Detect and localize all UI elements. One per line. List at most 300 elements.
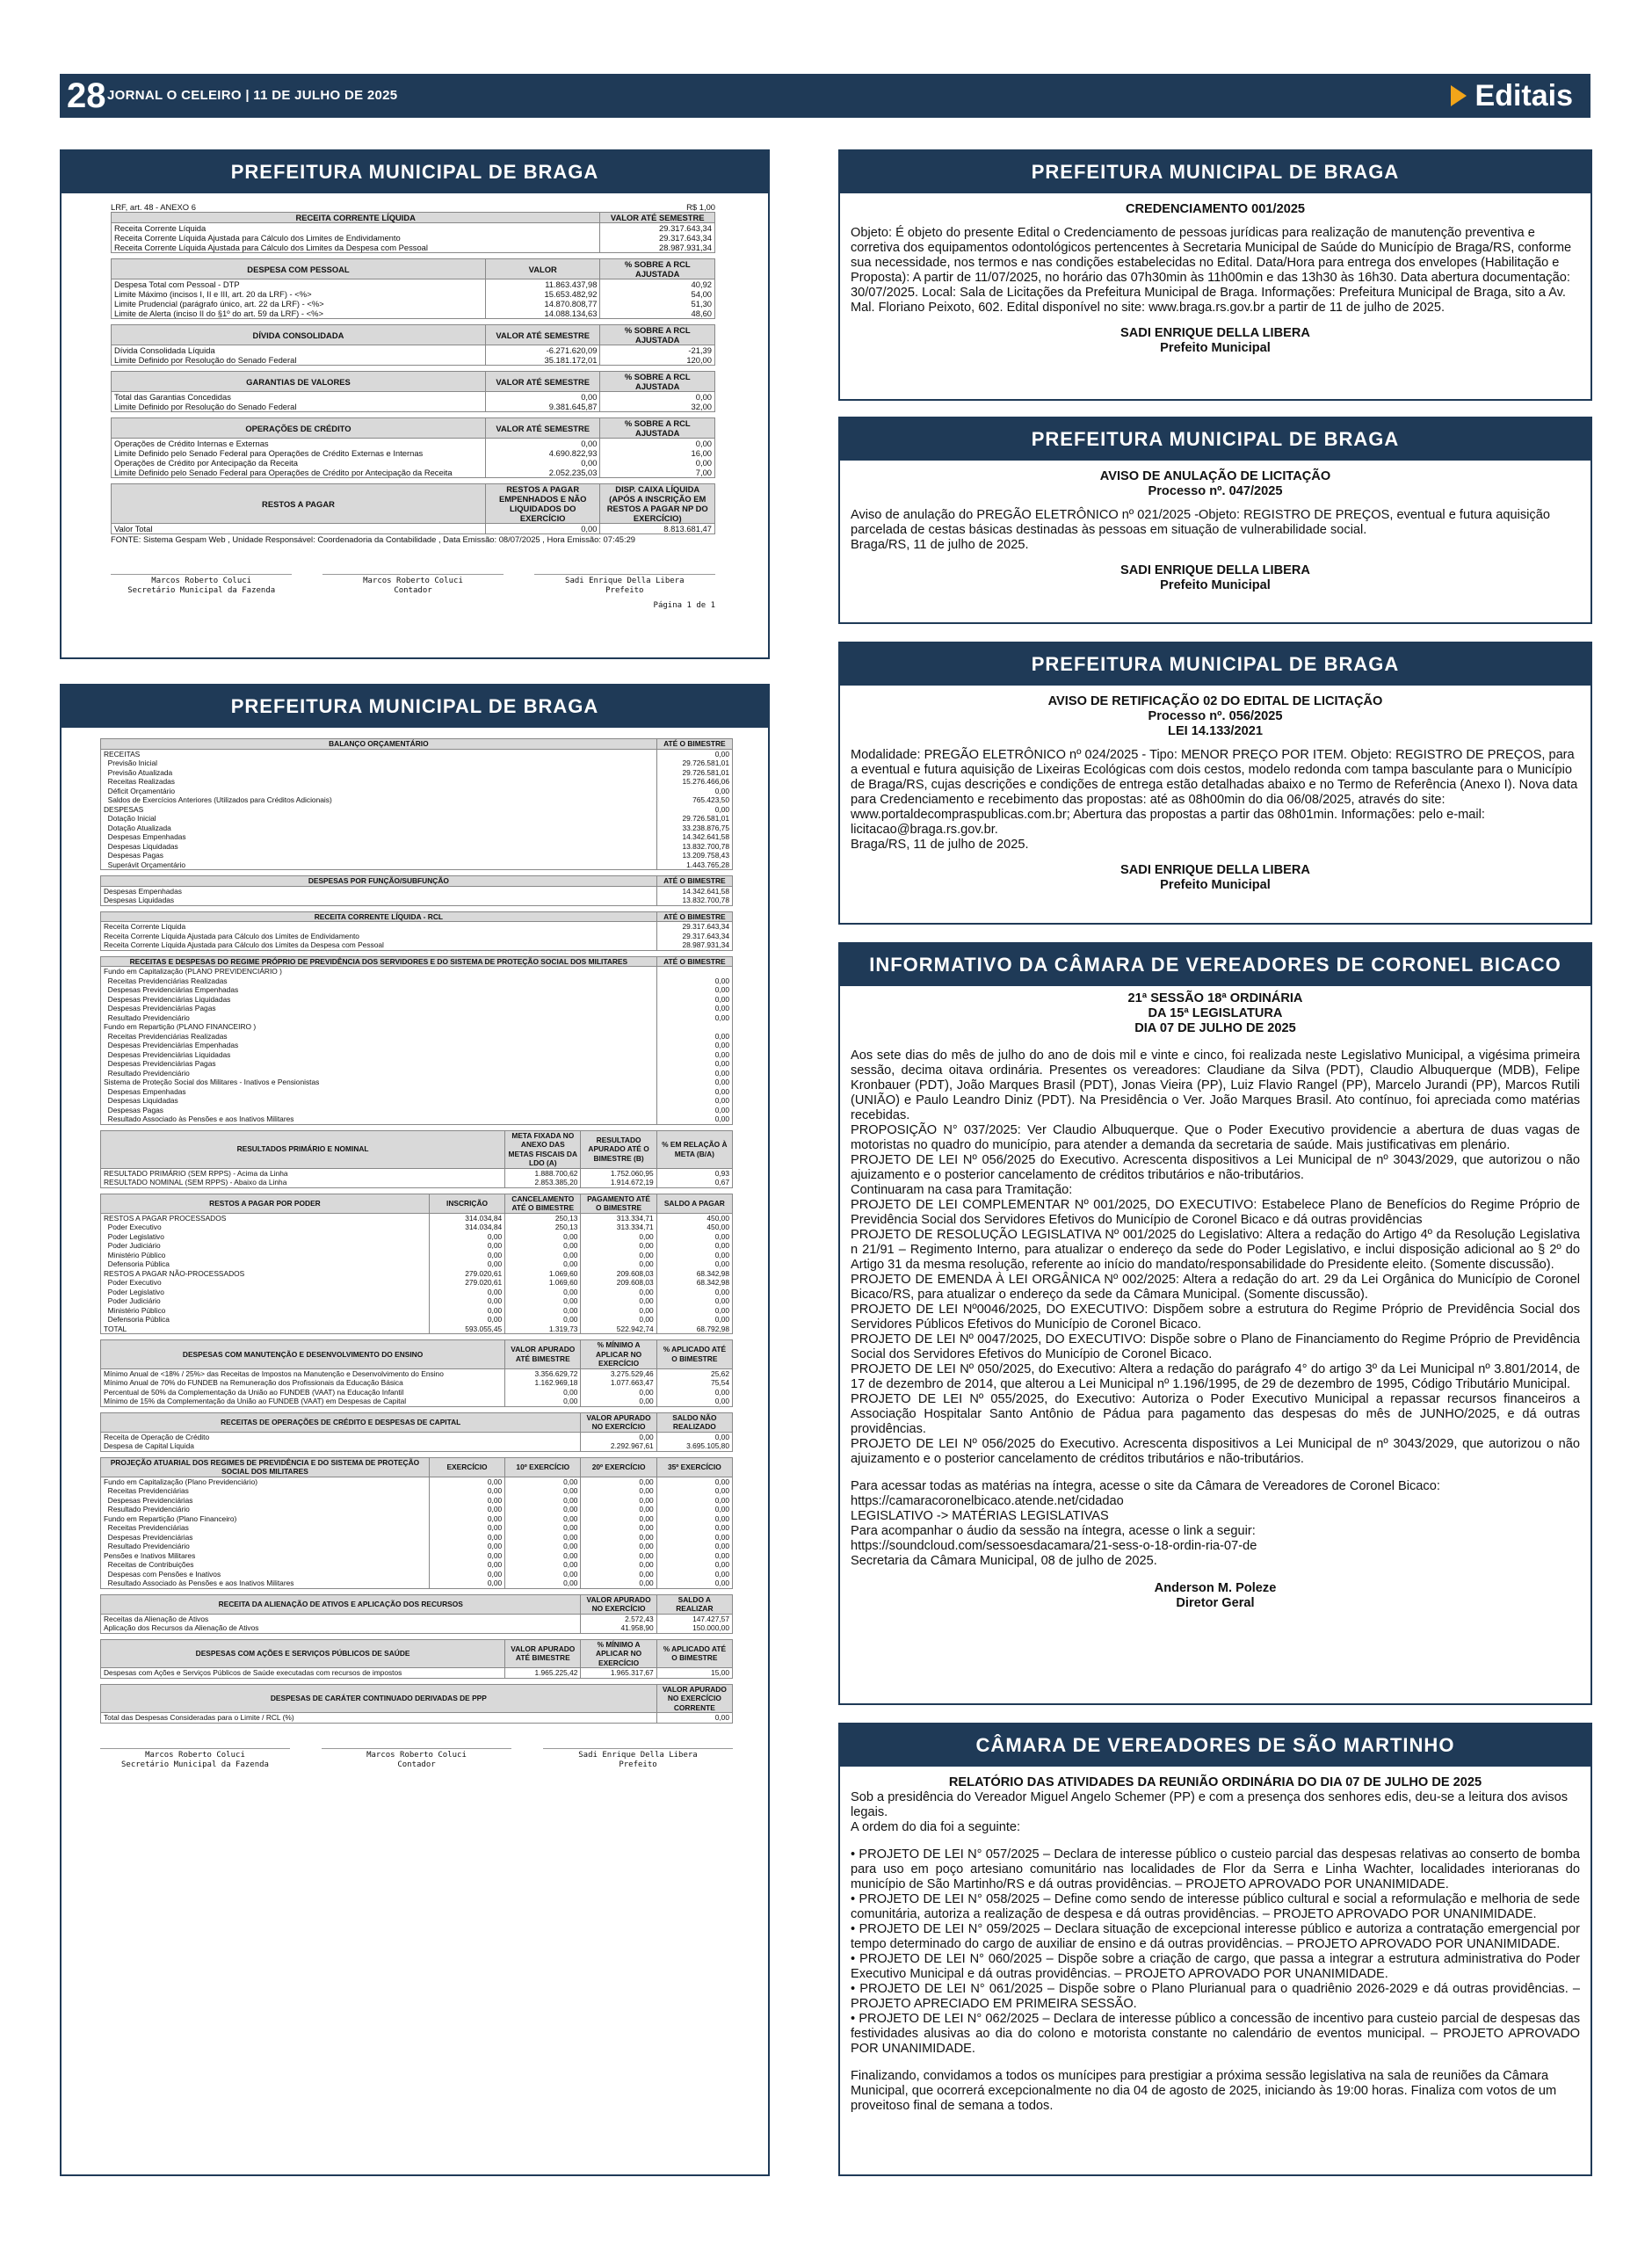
row-label: Fundo em Capitalização (Plano Previdenciário)	[101, 1477, 430, 1486]
signature-block	[534, 574, 715, 596]
row-value: 0,00	[429, 1259, 504, 1269]
table-row	[101, 758, 733, 768]
row-value: 0,00	[581, 1251, 656, 1260]
row-value: 16,00	[600, 448, 715, 458]
row-value: 0,00	[656, 1106, 732, 1115]
row-value: 0,00	[429, 1306, 504, 1316]
column-header: % MÍNIMO A APLICAR NO EXERCÍCIO	[581, 1340, 656, 1369]
row-value: 0,00	[505, 1251, 581, 1260]
row-label: Receitas Realizadas	[101, 777, 657, 787]
table-row	[101, 995, 733, 1005]
credenciamento-box	[838, 149, 1592, 401]
row-value: 0,00	[656, 976, 732, 986]
row-value: 0,00	[505, 1514, 581, 1524]
report-closing: Finalizando, convidamos a todos os munícipes para prestigiar a próxima sessão legislativa na sala de reuniões da Câmara Municipal, que ocorrerá excepcionalmente no dia 04 de agosto de 2025, iniciando às 19:00 horas. Finaliza com votos de um proveitoso final de semana a todos.	[851, 2069, 1557, 2113]
table-row	[101, 1013, 733, 1023]
row-value: 0,00	[656, 995, 732, 1005]
box-title: PREFEITURA MUNICIPAL DE BRAGA	[840, 151, 1590, 193]
column-header: RESTOS A PAGAR	[112, 484, 486, 524]
row-value: 15.276.466,06	[656, 777, 732, 787]
table-row	[101, 1078, 733, 1087]
row-value: 0,00	[656, 1288, 732, 1297]
table-row	[101, 886, 733, 896]
table-row	[101, 1278, 733, 1288]
row-label: Dotação Inicial	[101, 814, 657, 824]
column-header: 10º EXERCÍCIO	[505, 1457, 581, 1477]
table-row	[101, 976, 733, 986]
row-value: 0,00	[429, 1296, 504, 1306]
row-value: 0,00	[429, 1533, 504, 1542]
column-header: GARANTIAS DE VALORES	[112, 372, 486, 392]
row-value: 0,00	[505, 1570, 581, 1579]
minutes-paragraph: PROJETO DE LEI Nº 0047/2025, DO EXECUTIVO: Dispõe sobre o Plano de Financiamento do Regime Próprio de Previdência Social dos Servidores Efetivos do Município de Coronel Bicaco.	[851, 1332, 1580, 1361]
table-row	[112, 243, 715, 253]
row-label: Ministério Público	[101, 1306, 430, 1316]
row-label: Déficit Orçamentário	[101, 787, 657, 796]
row-value: 1.162.969,18	[505, 1378, 581, 1388]
table-row	[101, 860, 733, 870]
table-header-row	[101, 1412, 733, 1432]
row-value: 54,00	[600, 289, 715, 299]
row-value: 0,00	[656, 985, 732, 995]
table-row	[101, 1178, 733, 1187]
row-value: 0,00	[656, 805, 732, 815]
signer-name: SADI ENRIQUE DELLA LIBERA	[1120, 563, 1310, 577]
row-value: 0,00	[429, 1579, 504, 1588]
row-label: Limite Máximo (incisos I, II e III, art. 20 da LRF) - <%>	[112, 289, 486, 299]
row-label: Despesas Empenhadas	[101, 886, 657, 896]
row-value: 33.238.876,75	[656, 824, 732, 833]
aviso-anulacao-box	[838, 417, 1592, 624]
column-header: % EM RELAÇÃO À META (B/A)	[656, 1130, 732, 1168]
table-header-row	[101, 911, 733, 922]
row-value: 0,00	[505, 1496, 581, 1506]
row-label: Despesas Pagas	[101, 851, 657, 860]
row-label: Sistema de Proteção Social dos Militares - Inativos e Pensionistas	[101, 1078, 657, 1087]
table-row	[101, 1288, 733, 1297]
row-value: 9.381.645,87	[485, 402, 600, 412]
row-value: 3.695.105,80	[656, 1441, 732, 1451]
access-line: https://soundcloud.com/sessoesdacamara/21-sess-o-18-ordin-ria-07-de	[851, 1539, 1257, 1553]
table-row	[101, 1096, 733, 1106]
column-header: RECEITA CORRENTE LÍQUIDA	[112, 213, 600, 223]
row-value: 29.726.581,01	[656, 768, 732, 778]
table-row	[101, 824, 733, 833]
column-header: % SOBRE A RCL AJUSTADA	[600, 418, 715, 439]
row-value	[656, 967, 732, 976]
row-value: 0,00	[656, 1496, 732, 1506]
table-row	[101, 1560, 733, 1570]
row-label: Despesas Previdenciárias	[101, 1533, 430, 1542]
row-value: 593.055,45	[429, 1325, 504, 1334]
row-label: Limite de Alerta (inciso II do §1º do art. 59 da LRF) - <%>	[112, 308, 486, 319]
row-value: 0,00	[485, 524, 600, 534]
row-value: 0,00	[505, 1241, 581, 1251]
row-label: TOTAL	[101, 1325, 430, 1334]
row-value: 250,13	[505, 1223, 581, 1232]
signer-name: Marcos Roberto Coluci	[363, 577, 463, 585]
row-value: 0,00	[429, 1251, 504, 1260]
row-value: 0,00	[581, 1542, 656, 1551]
table-row	[101, 1251, 733, 1260]
table-row	[112, 233, 715, 243]
row-value: 0,00	[656, 1241, 732, 1251]
row-value: 0,00	[429, 1551, 504, 1561]
minutes-paragraph: PROJETO DE LEI COMPLEMENTAR Nº 001/2025, DO EXECUTIVO: Estabelece Plano de Benefícios do Regime Próprio de Previdência Social dos Servidores Efetivos do Município de Coronel Bicaco e dá outras providências	[851, 1198, 1580, 1227]
row-value: 0,00	[581, 1397, 656, 1406]
row-label: Despesas Empenhadas	[101, 1087, 657, 1097]
table-row	[101, 1477, 733, 1486]
row-value: 48,60	[600, 308, 715, 319]
row-value: 15,00	[656, 1668, 732, 1679]
table-row	[101, 1533, 733, 1542]
row-value: 1.077.663,47	[581, 1378, 656, 1388]
table-header-row	[101, 1457, 733, 1477]
row-value: 279.020,61	[429, 1278, 504, 1288]
access-line: https://camaracoronelbicaco.atende.net/cidadao	[851, 1494, 1124, 1508]
row-value: 0,00	[505, 1579, 581, 1588]
column-header: VALOR ATÉ SEMESTRE	[600, 213, 715, 223]
camara-coronel-bicaco-box	[838, 942, 1592, 1705]
table-row	[101, 814, 733, 824]
signer-role: Contador	[394, 586, 432, 595]
row-value: 0,00	[656, 1432, 732, 1441]
row-label: Mínimo Anual de 70% do FUNDEB na Remuneração dos Profissionais da Educação Básica	[101, 1378, 505, 1388]
row-value: 0,00	[581, 1496, 656, 1506]
table-row	[101, 1050, 733, 1060]
rreo-table	[100, 738, 733, 1724]
notice-subtitle: AVISO DE RETIFICAÇÃO 02 DO EDITAL DE LICITAÇÃO	[1047, 694, 1383, 708]
row-value: 0,00	[429, 1241, 504, 1251]
table-row	[101, 1022, 733, 1032]
row-value: 314.034,84	[429, 1223, 504, 1232]
column-header: ATÉ O BIMESTRE	[656, 911, 732, 922]
access-line: LEGISLATIVO -> MATÉRIAS LEGISLATIVAS	[851, 1509, 1109, 1523]
table-row	[112, 223, 715, 234]
table-row	[101, 1315, 733, 1325]
row-value: 279.020,61	[429, 1269, 504, 1279]
table-row	[101, 805, 733, 815]
table-row	[101, 1087, 733, 1097]
row-value: 0,00	[600, 392, 715, 403]
column-header: VALOR ATÉ SEMESTRE	[485, 325, 600, 345]
row-value: 450,00	[656, 1213, 732, 1223]
row-value: 0,00	[505, 1505, 581, 1514]
minutes-paragraph: Continuaram na casa para Tramitação:	[851, 1183, 1073, 1197]
box-title: PREFEITURA MUNICIPAL DE BRAGA	[840, 643, 1590, 686]
row-value: 0,00	[485, 439, 600, 449]
row-value: 150.000,00	[656, 1623, 732, 1633]
row-value: 29.317.643,34	[600, 223, 715, 234]
row-label: Receitas Previdenciárias	[101, 1523, 430, 1533]
row-value: 0,00	[429, 1496, 504, 1506]
row-value: 0,00	[656, 1533, 732, 1542]
fiscal-table	[111, 212, 715, 534]
signer-name: Marcos Roberto Coluci	[366, 1750, 467, 1760]
row-value: 2.572,43	[581, 1614, 656, 1623]
table-header-row	[112, 484, 715, 524]
row-value: 75,54	[656, 1378, 732, 1388]
row-value: 0,00	[505, 1232, 581, 1242]
box-title: PREFEITURA MUNICIPAL DE BRAGA	[840, 418, 1590, 461]
signer-role: Secretário Municipal da Fazenda	[127, 586, 276, 595]
row-value: 0,00	[429, 1570, 504, 1579]
row-value: 1.752.060,95	[581, 1168, 656, 1178]
row-value: 0,00	[656, 1069, 732, 1078]
row-label: Despesa de Capital Líquida	[101, 1441, 581, 1451]
row-label: Resultado Previdenciário	[101, 1013, 657, 1023]
column-header: DESPESAS COM MANUTENÇÃO E DESENVOLVIMENTO DO ENSINO	[101, 1340, 505, 1369]
row-value: 0,00	[656, 1050, 732, 1060]
row-label: Limite Definido pelo Senado Federal para Operações de Crédito Externas e Internas	[112, 448, 486, 458]
table-row	[101, 777, 733, 787]
row-label: Receitas Previdenciárias	[101, 1486, 430, 1496]
session-minutes	[851, 1049, 1580, 1467]
row-value: 0,00	[656, 1514, 732, 1524]
row-value: 0,00	[656, 1032, 732, 1042]
table-row	[101, 1378, 733, 1388]
table-header-row	[112, 418, 715, 439]
page-indicator: Página 1 de 1	[653, 601, 715, 610]
row-label: Receita Corrente Líquida Ajustada para Cálculo dos Limites de Endividamento	[101, 932, 657, 941]
table-row	[101, 1325, 733, 1334]
row-value: 0,00	[429, 1542, 504, 1551]
column-header: % SOBRE A RCL AJUSTADA	[600, 325, 715, 345]
row-value: 0,00	[600, 458, 715, 468]
row-value: 1.888.700,62	[505, 1168, 581, 1178]
row-label: Receita Corrente Líquida Ajustada para Cálculo dos Limites da Despesa com Pessoal	[101, 940, 657, 950]
row-label: Pensões e Inativos Militares	[101, 1551, 430, 1561]
row-label: Despesas com Pensões e Inativos	[101, 1570, 430, 1579]
report-title: RELATÓRIO DAS ATIVIDADES DA REUNIÃO ORDINÁRIA DO DIA 07 DE JULHO DE 2025	[948, 1775, 1482, 1789]
row-value: 0,00	[656, 1579, 732, 1588]
table-row	[101, 1269, 733, 1279]
row-value: 0,00	[656, 1560, 732, 1570]
table-row	[101, 1213, 733, 1223]
row-label: RECEITAS	[101, 749, 657, 758]
access-line: Para acompanhar o áudio da sessão na íntegra, acesse o link a seguir:	[851, 1524, 1256, 1538]
column-header: BALANÇO ORÇAMENTÁRIO	[101, 739, 657, 750]
row-value: 0,00	[485, 458, 600, 468]
column-header: META FIXADA NO ANEXO DAS METAS FISCAIS DA LDO (A)	[505, 1130, 581, 1168]
column-header: ATÉ O BIMESTRE	[656, 876, 732, 887]
row-value: 32,00	[600, 402, 715, 412]
row-label: Despesas Pagas	[101, 1106, 657, 1115]
table-row	[101, 922, 733, 932]
row-value: 3.275.529,46	[581, 1368, 656, 1378]
row-value: 0,00	[505, 1551, 581, 1561]
row-value: 0,00	[429, 1477, 504, 1486]
minutes-paragraph: PROJETO DE LEI Nº 055/2025, do Executivo: Autoriza o Poder Executivo Municipal a repassar recursos financeiros a Associação Hospitalar Santo Antônio de Pádua para pagamento das despesas do mês de JUNHO/2025, e dá outras providências.	[851, 1392, 1580, 1436]
row-value: 0,00	[581, 1514, 656, 1524]
table-row	[101, 1069, 733, 1078]
row-value: 0,00	[429, 1514, 504, 1524]
row-label: Limite Definido pelo Senado Federal para Operações de Crédito por Antecipação da Receita	[112, 468, 486, 478]
table-row	[101, 1579, 733, 1588]
table-row	[101, 1004, 733, 1013]
row-value: 0,00	[429, 1232, 504, 1242]
row-label: Receitas Previdenciárias Realizadas	[101, 1032, 657, 1042]
row-value: 1.914.672,19	[581, 1178, 656, 1187]
row-label: Poder Judiciário	[101, 1241, 430, 1251]
row-value: 0,00	[429, 1505, 504, 1514]
braga-gestao-fiscal-box	[60, 149, 770, 659]
row-label: Despesas Previdenciárias Liquidadas	[101, 1050, 657, 1060]
table-row	[101, 768, 733, 778]
row-value: 29.317.643,34	[656, 932, 732, 941]
table-row	[101, 749, 733, 758]
table-row	[101, 1114, 733, 1124]
row-value: 0,00	[656, 787, 732, 796]
row-value: 0,00	[656, 1713, 732, 1724]
table-row	[101, 1441, 733, 1451]
row-value: 313.334,71	[581, 1213, 656, 1223]
braga-execucao-orcamentaria-box	[60, 684, 770, 2176]
bill-item: • PROJETO DE LEI N° 057/2025 – Declara de interesse público o custeio parcial das despesas relativas ao conserto de bomba para uso em poço artesiano comunitário nas localidades de Flor da Serra e Linha Wachter, localidades interioranas do município de São Martinho/RS e dá outras providências. – PROJETO APROVADO POR UNANIMIDADE.	[851, 1847, 1580, 1891]
row-value: 250,13	[505, 1213, 581, 1223]
table-row	[112, 439, 715, 449]
bill-item: • PROJETO DE LEI N° 059/2025 – Declara situação de excepcional interesse público e autoriza a contratação emergencial por tempo determinado do cargo de auxiliar de ensino e dá outras providências. – PROJETO APROVADO POR UNANIMIDADE.	[851, 1922, 1580, 1951]
table-row	[101, 940, 733, 950]
column-header: SALDO A PAGAR	[656, 1194, 732, 1213]
column-header: RESULTADOS PRIMÁRIO E NOMINAL	[101, 1130, 505, 1168]
column-header: VALOR ATÉ SEMESTRE	[485, 418, 600, 439]
notice-process: Processo nº. 047/2025	[1148, 484, 1283, 498]
signer-name: SADI ENRIQUE DELLA LIBERA	[1120, 863, 1310, 877]
table-row	[112, 355, 715, 366]
row-value: 0,00	[656, 1232, 732, 1242]
row-value: 0,00	[581, 1551, 656, 1561]
row-value: 1.319,73	[505, 1325, 581, 1334]
row-value: 0,00	[656, 1078, 732, 1087]
signer-role: Prefeito Municipal	[1160, 341, 1271, 355]
column-header: RECEITAS DE OPERAÇÕES DE CRÉDITO E DESPESAS DE CAPITAL	[101, 1412, 581, 1432]
table-row	[101, 1432, 733, 1441]
table-row	[101, 1041, 733, 1050]
table-row	[101, 1523, 733, 1533]
row-value: 68.342,98	[656, 1278, 732, 1288]
table-header-row	[112, 213, 715, 223]
row-label: Fundo em Repartição (Plano Financeiro)	[101, 1514, 430, 1524]
row-value: 0,00	[656, 1013, 732, 1023]
column-header: VALOR APURADO NO EXERCÍCIO	[581, 1412, 656, 1432]
row-label: Fundo em Repartição (PLANO FINANCEIRO )	[101, 1022, 657, 1032]
minutes-paragraph: PROJETO DE LEI Nº 050/2025, do Executivo: Altera a redação do parágrafo 4° do artigo 3º da Lei Municipal nº 3.801/2014, de 17 de dezembro de 2014, que alterou a Lei Municipal nº 1.196/1995, de 29 de dezembro de 1995, Código Tributário Municipal.	[851, 1362, 1580, 1391]
row-value: 0,00	[505, 1477, 581, 1486]
row-value: 0,00	[581, 1315, 656, 1325]
notice-date: Braga/RS, 11 de julho de 2025.	[851, 538, 1029, 552]
access-line: Secretaria da Câmara Municipal, 08 de julho de 2025.	[851, 1554, 1157, 1568]
signer-name: Marcos Roberto Coluci	[145, 1750, 245, 1760]
row-label: Poder Judiciário	[101, 1296, 430, 1306]
table-row	[112, 308, 715, 319]
row-value: 120,00	[600, 355, 715, 366]
row-value: 13.832.700,78	[656, 896, 732, 905]
row-label: Dotação Atualizada	[101, 824, 657, 833]
column-header: DÍVIDA CONSOLIDADA	[112, 325, 486, 345]
row-label: RESULTADO PRIMÁRIO (SEM RPPS) - Acima da Linha	[101, 1168, 505, 1178]
table-row	[101, 832, 733, 842]
bill-item: • PROJETO DE LEI N° 058/2025 – Define como sendo de interesse público cultural e social a reformulação e melhoria de sede comunitária, autoriza a realização de despesa e dá outras providências. – PROJETO APROVADO POR UNANIMIDADE.	[851, 1892, 1580, 1921]
row-value: 0,00	[581, 1432, 656, 1441]
row-value: 28.987.931,34	[656, 940, 732, 950]
column-header: VALOR APURADO NO EXERCÍCIO CORRENTE	[656, 1684, 732, 1713]
row-value: 314.034,84	[429, 1213, 504, 1223]
signer-role: Prefeito	[619, 1760, 657, 1769]
section-arrow-icon	[1451, 85, 1467, 106]
column-header: RESULTADO APURADO ATÉ O BIMESTRE (B)	[581, 1130, 656, 1168]
row-value: 0,00	[505, 1259, 581, 1269]
row-label: Fundo em Capitalização (PLANO PREVIDENCIÁRIO )	[101, 967, 657, 976]
column-header: 35º EXERCÍCIO	[656, 1457, 732, 1477]
row-value: 0,00	[656, 1397, 732, 1406]
table-row	[101, 1388, 733, 1397]
row-label: Receitas da Alienação de Ativos	[101, 1614, 581, 1623]
row-label: Poder Legislativo	[101, 1232, 430, 1242]
row-label: Limite Definido por Resolução do Senado Federal	[112, 402, 486, 412]
row-label: Receita Corrente Líquida Ajustada para Cálculo dos Limites da Despesa com Pessoal	[112, 243, 600, 253]
row-value: -21,39	[600, 345, 715, 356]
row-value: 0,00	[656, 1296, 732, 1306]
row-value: 14.088.134,63	[485, 308, 600, 319]
table-row	[101, 1106, 733, 1115]
table-row	[101, 1168, 733, 1178]
row-value: 0,00	[656, 1041, 732, 1050]
row-value: 0,00	[505, 1296, 581, 1306]
row-label: Despesas Previdenciárias	[101, 1496, 430, 1506]
row-value: 209.608,03	[581, 1278, 656, 1288]
row-label: Despesas Liquidadas	[101, 896, 657, 905]
table-row	[101, 1713, 733, 1724]
row-value: 1.443.765,28	[656, 860, 732, 870]
table-header-row	[101, 956, 733, 967]
report-unit: R$ 1,00	[686, 202, 715, 212]
row-label: RESULTADO NOMINAL (SEM RPPS) - Abaixo da Linha	[101, 1178, 505, 1187]
row-label: Despesas Previdenciárias Empenhadas	[101, 985, 657, 995]
column-header: PROJEÇÃO ATUARIAL DOS REGIMES DE PREVIDÊNCIA E DO SISTEMA DE PROTEÇÃO SOCIAL DOS MILITARES	[101, 1457, 430, 1477]
box-title: PREFEITURA MUNICIPAL DE BRAGA	[62, 151, 768, 193]
row-value: 0,00	[656, 1315, 732, 1325]
column-header: % APLICADO ATÉ O BIMESTRE	[656, 1639, 732, 1668]
row-value: 0,00	[581, 1533, 656, 1542]
table-row	[101, 967, 733, 976]
section-title: Editais	[1474, 78, 1573, 112]
row-label: Despesas Previdenciárias Empenhadas	[101, 1041, 657, 1050]
row-label: Valor Total	[112, 524, 486, 534]
row-value: 0,00	[581, 1570, 656, 1579]
column-header: ATÉ O BIMESTRE	[656, 956, 732, 967]
column-header: VALOR ATÉ SEMESTRE	[485, 372, 600, 392]
row-value: 0,00	[581, 1560, 656, 1570]
table-row	[101, 932, 733, 941]
row-value: 15.653.482,92	[485, 289, 600, 299]
table-row	[101, 1306, 733, 1316]
table-row	[112, 468, 715, 478]
row-label: Resultado Previdenciário	[101, 1069, 657, 1078]
minutes-paragraph: PROJETO DE EMENDA À LEI ORGÂNICA Nº 002/2025: Altera a redação do art. 29 da Lei Orgânica do Município de Coronel Bicaco/RS, para atualizar o endereço da sede da Câmara Municipal. (Somente discussão).	[851, 1273, 1580, 1302]
row-label: Limite Definido por Resolução do Senado Federal	[112, 355, 486, 366]
row-label: Dívida Consolidada Líquida	[112, 345, 486, 356]
row-value: 0,00	[656, 1087, 732, 1097]
row-label: Total das Garantias Concedidas	[112, 392, 486, 403]
row-value: 0,00	[581, 1579, 656, 1588]
row-value: 0,00	[505, 1533, 581, 1542]
bill-item: • PROJETO DE LEI N° 061/2025 – Dispõe sobre o Plano Plurianual para o quadriênio 2026-2029 e dá outras providências. – PROJETO APRECIADO EM PRIMEIRA SESSÃO.	[851, 1982, 1580, 2011]
row-value: 1.965.225,42	[505, 1668, 581, 1679]
row-label: Poder Executivo	[101, 1278, 430, 1288]
table-row	[112, 458, 715, 468]
table-row	[101, 1496, 733, 1506]
